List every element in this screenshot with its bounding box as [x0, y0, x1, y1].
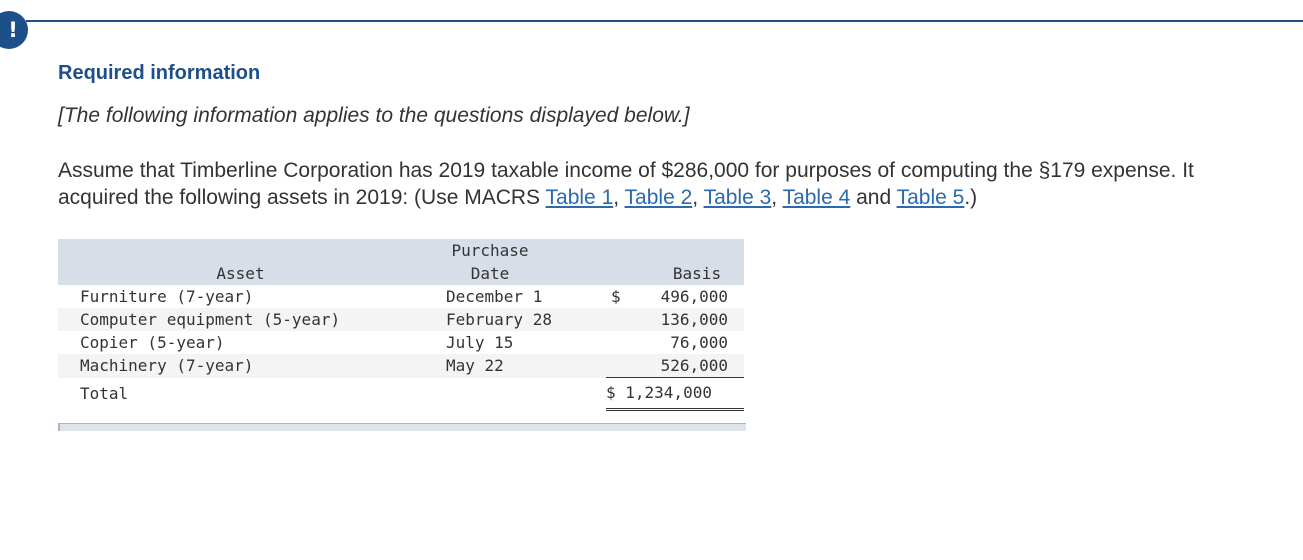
asset-table-container	[58, 239, 744, 411]
intro-note: [The following information applies to the questions displayed below.]	[58, 104, 690, 127]
table-3-link[interactable]: Table 3	[703, 186, 772, 209]
table-2-link[interactable]: Table 2	[624, 186, 693, 209]
asset-name: Copier (5-year)	[80, 333, 225, 352]
question-text: Assume that Timberline Corporation has 2019 taxable income of $286,000 for purposes of computing the §179 expense. It acquired the following assets in 2019: (Use MACRS Table 1, Table 2, Table 3, Table 4 and Table 5.)	[58, 159, 1194, 209]
table-5-link[interactable]: Table 5	[896, 186, 965, 209]
table-4-link[interactable]: Table 4	[782, 186, 851, 209]
dollar-sign	[606, 308, 641, 331]
header-basis: Basis	[672, 264, 722, 283]
table-header-row	[58, 239, 744, 285]
basis-value: 526,000	[641, 354, 744, 378]
header-purchase-date: Purchase Date	[451, 241, 529, 283]
total-row	[58, 378, 744, 410]
total-value: $ 1,234,000	[606, 378, 744, 410]
alert-icon: !	[0, 11, 28, 49]
table-row	[58, 331, 744, 354]
asset-table	[58, 239, 744, 411]
purchase-date: December 1	[446, 287, 543, 306]
table-row	[58, 354, 744, 378]
table-footer-bar	[58, 423, 746, 431]
asset-name: Machinery (7-year)	[80, 356, 254, 376]
purchase-date: May 22	[446, 356, 504, 376]
purchase-date: July 15	[446, 333, 514, 352]
purchase-date: February 28	[446, 310, 552, 329]
basis-value: 496,000	[660, 287, 728, 306]
asset-name: Furniture (7-year)	[80, 287, 254, 306]
basis-value: 136,000	[660, 310, 728, 329]
question-body: Assume that Timberline Corporation has 2019 taxable income of $286,000 for purposes of computing the §179 expense. It acquired the following assets in 2019: (Use MACRS	[58, 159, 1194, 209]
dollar-sign	[606, 331, 641, 354]
table-row	[58, 285, 744, 308]
basis-value: 76,000	[670, 333, 728, 352]
dollar-sign: $	[611, 287, 621, 306]
top-divider	[26, 20, 1303, 22]
asset-name: Computer equipment (5-year)	[80, 310, 341, 329]
table-1-link[interactable]: Table 1	[545, 186, 614, 209]
header-asset: Asset	[216, 264, 265, 283]
dollar-sign	[606, 354, 641, 378]
total-label: Total	[80, 383, 129, 403]
table-row	[58, 308, 744, 331]
required-information-heading: Required information	[58, 62, 261, 84]
